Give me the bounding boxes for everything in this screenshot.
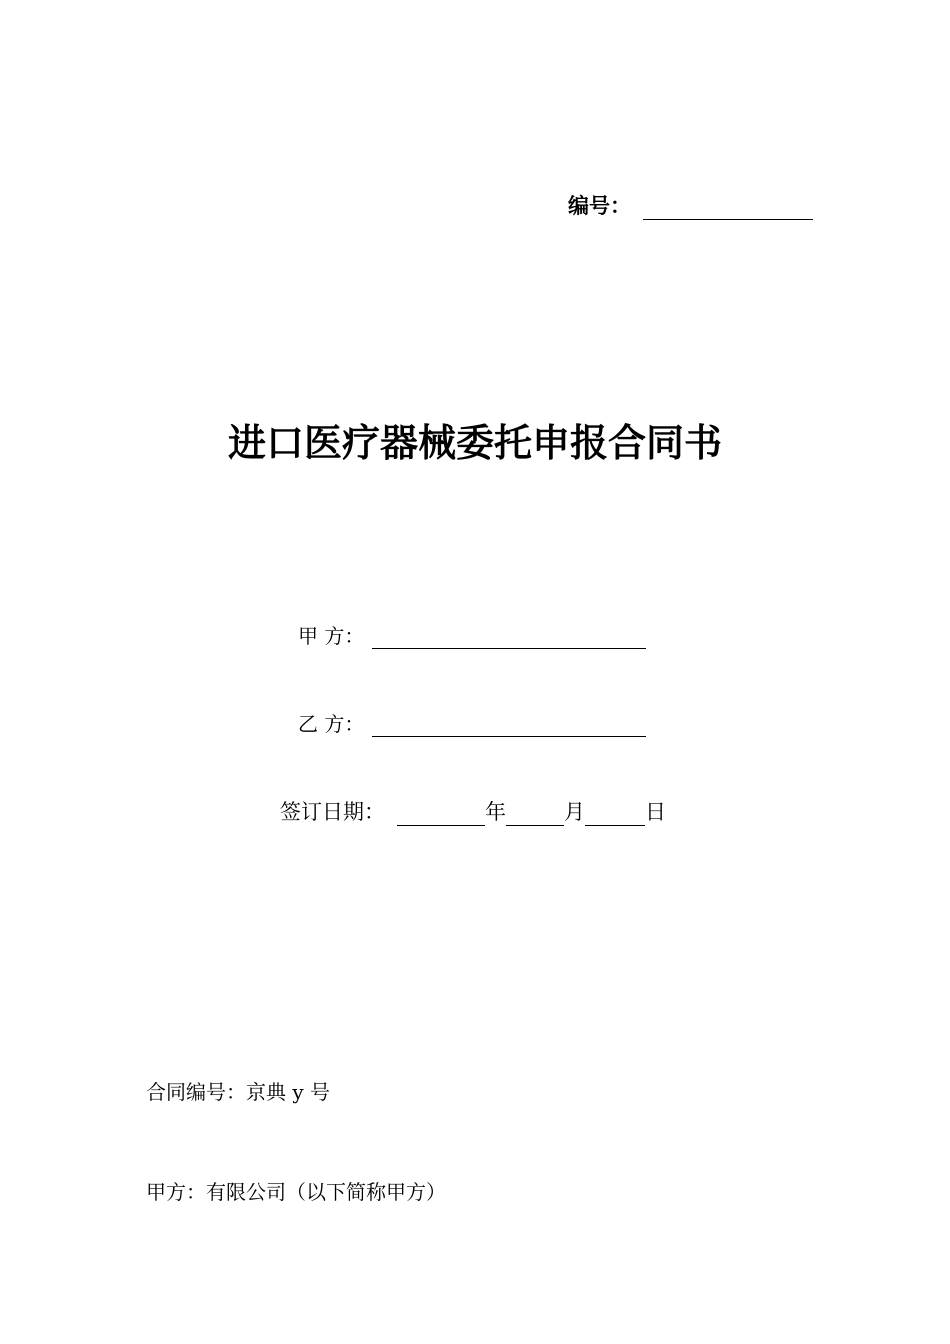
signing-date-row	[280, 796, 666, 826]
document-number-blank[interactable]	[643, 197, 813, 220]
party-b-blank[interactable]	[372, 714, 646, 737]
party-a-row	[298, 620, 646, 649]
party-a-blank[interactable]	[372, 626, 646, 649]
party-a-label: 甲 方：	[298, 624, 365, 648]
day-blank[interactable]	[585, 803, 645, 826]
month-blank[interactable]	[506, 803, 564, 826]
party-b-label: 乙 方：	[298, 712, 365, 736]
month-label: 月	[564, 800, 585, 824]
document-number	[568, 190, 813, 220]
signing-date-label: 签订日期：	[280, 800, 385, 824]
party-a-description: 甲方：有限公司（以下简称甲方）	[146, 1180, 446, 1204]
party-b-row	[298, 708, 646, 737]
contract-number-text: 合同编号：京典 y 号	[146, 1080, 331, 1104]
year-label: 年	[485, 800, 506, 824]
document-title: 进口医疗器械委托申报合同书	[227, 421, 722, 465]
year-blank[interactable]	[397, 803, 485, 826]
document-number-label: 编号：	[568, 194, 631, 218]
day-label: 日	[645, 800, 666, 824]
